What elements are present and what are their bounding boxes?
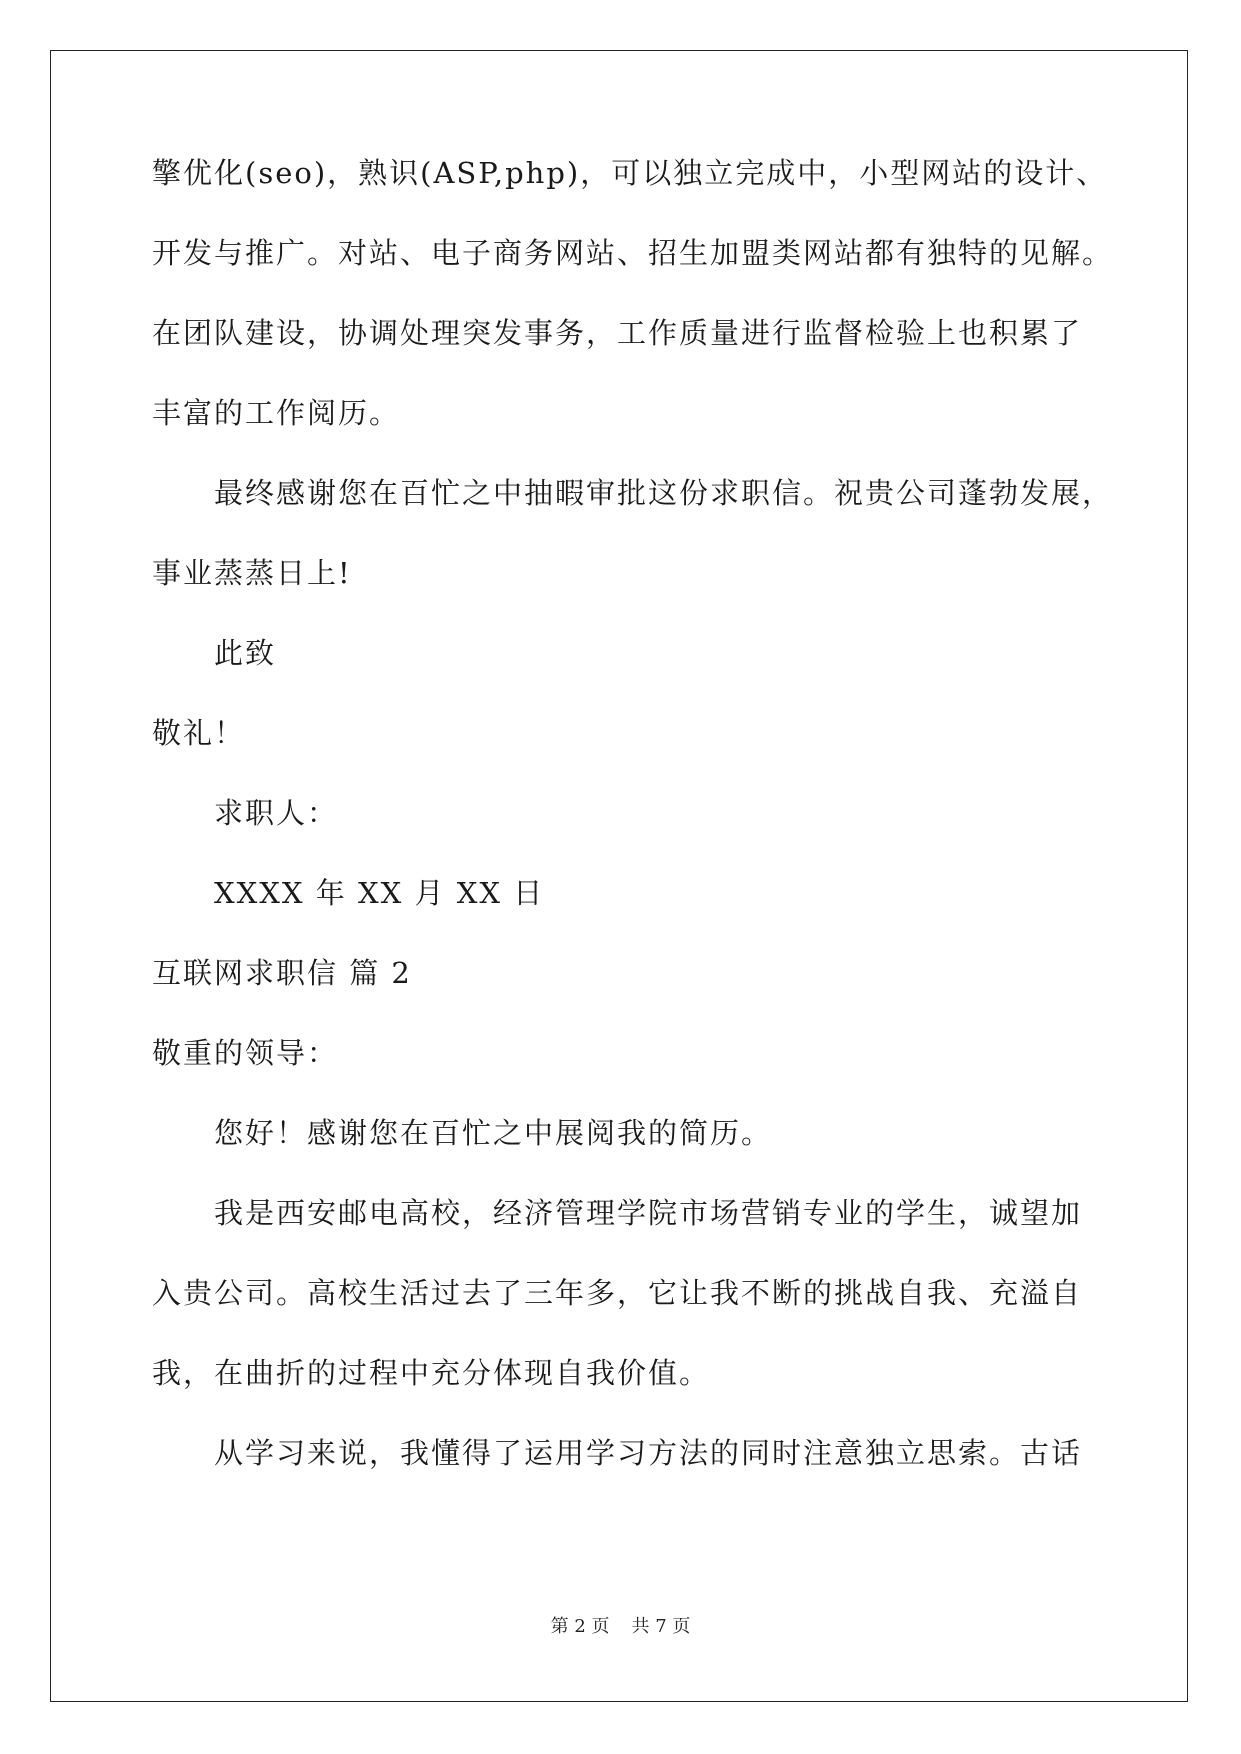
text-line: 我是西安邮电高校，经济管理学院市场营销专业的学生，诚望加 [214,1196,1083,1230]
text-line: 在团队建设，协调处理突发事务，工作质量进行监督检验上也积累了 [152,316,1083,350]
text-line: 我，在曲折的过程中充分体现自我价值。 [152,1356,711,1390]
text-line: 事业蒸蒸日上! [152,556,352,590]
closing-salutation: 此致 [214,636,277,670]
page-total: 共 7 页 [631,1616,691,1637]
section-heading: 互联网求职信 篇 2 [152,956,412,990]
text-line: 开发与推广。对站、电子商务网站、招生加盟类网站都有独特的见解。 [152,236,1114,270]
text-line: 丰富的工作阅历。 [152,396,401,430]
page-number: 第 2 页 [550,1616,610,1637]
date-line: XXXX 年 XX 月 XX 日 [214,876,545,910]
signature-label: 求职人： [214,796,339,830]
greeting: 敬重的领导： [152,1036,339,1070]
text-line: 擎优化(seo)，熟识(ASP,php)，可以独立完成中，小型网站的设计、 [152,156,1108,190]
page-footer [0,1615,1241,1639]
text-line: 最终感谢您在百忙之中抽暇审批这份求职信。祝贵公司蓬勃发展， [214,476,1114,510]
text-line: 从学习来说，我懂得了运用学习方法的同时注意独立思索。古话 [214,1436,1083,1470]
text-line: 入贵公司。高校生活过去了三年多，它让我不断的挑战自我、充溢自 [152,1276,1083,1310]
closing-regards: 敬礼！ [152,716,246,750]
text-line: 您好！感谢您在百忙之中展阅我的简历。 [214,1116,773,1150]
